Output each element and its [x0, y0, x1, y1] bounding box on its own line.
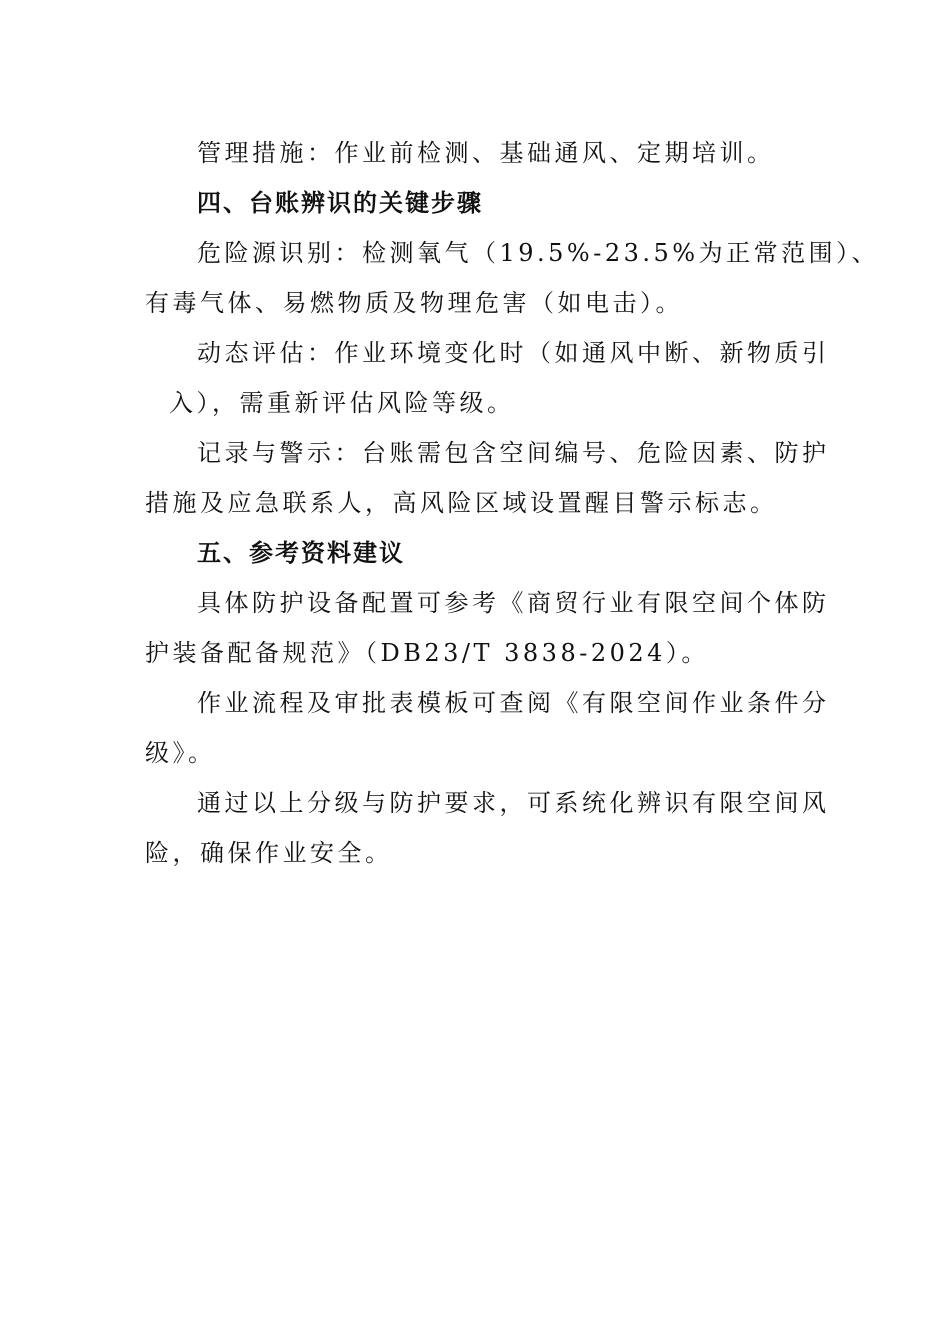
paragraph-management-measures: 管理措施：作业前检测、基础通风、定期培训。	[197, 139, 775, 167]
paragraph-workflow-reference-line1: 作业流程及审批表模板可查阅《有限空间作业条件分	[197, 689, 830, 717]
paragraph-dynamic-assessment-line1: 动态评估：作业环境变化时（如通风中断、新物质引	[197, 339, 830, 367]
paragraph-hazard-identification-line2: 有毒气体、易燃物质及物理危害（如电击）。	[145, 289, 683, 317]
paragraph-conclusion-line2: 险，确保作业安全。	[145, 839, 393, 867]
paragraph-equipment-reference-line2: 护装备配备规范》（DB23/T 3838-2024）。	[145, 639, 709, 667]
paragraph-workflow-reference-line2: 级》。	[145, 739, 216, 767]
section-heading-5: 五、参考资料建议	[197, 539, 405, 567]
paragraph-dynamic-assessment-line2: 入），需重新评估风险等级。	[169, 389, 515, 417]
paragraph-equipment-reference-line1: 具体防护设备配置可参考《商贸行业有限空间个体防	[197, 589, 830, 617]
paragraph-records-warnings-line2: 措施及应急联系人，高风险区域设置醒目警示标志。	[145, 489, 778, 517]
paragraph-hazard-identification-line1: 危险源识别：检测氧气（19.5%-23.5%为正常范围）、	[197, 239, 880, 267]
document-body	[145, 128, 880, 878]
paragraph-records-warnings-line1: 记录与警示：台账需包含空间编号、危险因素、防护	[197, 439, 830, 467]
paragraph-conclusion-line1: 通过以上分级与防护要求，可系统化辨识有限空间风	[197, 789, 830, 817]
section-heading-4: 四、台账辨识的关键步骤	[197, 189, 483, 217]
